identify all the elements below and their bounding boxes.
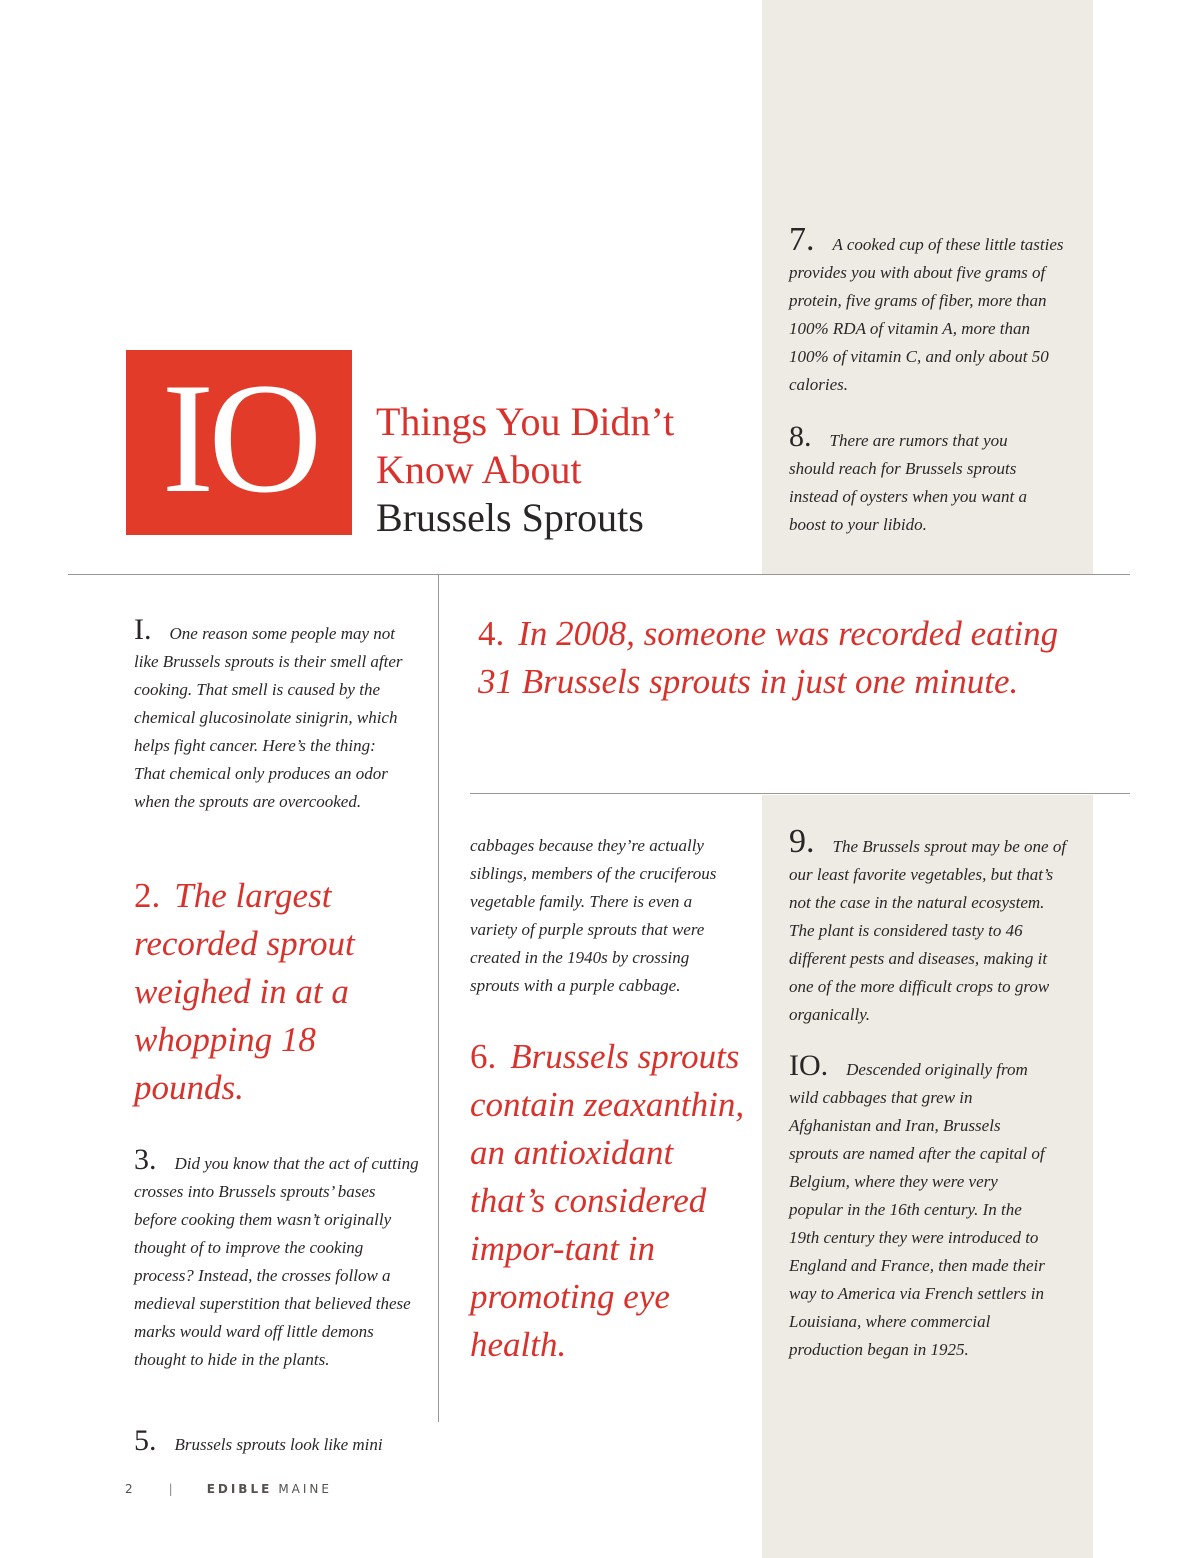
fact-7 — [789, 221, 1069, 399]
fact-10-text: Descended originally from wild cabbages that grew in Afghanistan and Iran, Brussels sprouts are named after the capital of Belgium, where they were very popular in the 16th century. In the 19th century they were introduced to England and France, then made their way to America via French settlers in Louisiana, where commercial production began in 1925. — [789, 1060, 1045, 1359]
fact-9-text: The Brussels sprout may be one of our least favorite vegetables, but that’s not the case in the natural ecosystem. The plant is considered tasty to 46 different pests and diseases, making it one of the more difficult crops to grow organically. — [789, 837, 1067, 1024]
footer-separator: | — [168, 1482, 173, 1496]
logo-box — [126, 350, 352, 535]
fact-7-text: A cooked cup of these little tasties provides you with about five grams of protein, five grams of fiber, more than 100% RDA of vitamin A, more than 100% of vitamin C, and only about 50 calories. — [789, 235, 1064, 394]
fact-10 — [789, 1049, 1054, 1364]
fact-7-number: 7. — [789, 221, 815, 258]
fact-5-continued — [470, 832, 742, 1000]
divider-column — [438, 574, 439, 1422]
page-footer — [125, 1482, 332, 1496]
fact-3-number: 3. — [134, 1143, 157, 1176]
fact-9-number: 9. — [789, 823, 815, 860]
fact-1-text: One reason some people may not like Brussels sprouts is their smell after cooking. That smell is caused by the chemical glucosinolate sinigrin, which helps fight cancer. Here’s the thing: That chemical only produces an odor when the sprouts are overcooked. — [134, 624, 403, 811]
fact-8 — [789, 420, 1054, 539]
footer-brand-light: MAINE — [278, 1482, 332, 1496]
title-line-1: Things You Didn’t — [376, 399, 675, 444]
divider-main — [68, 574, 1130, 575]
title-line-3: Brussels Sprouts — [376, 495, 644, 540]
fact-1 — [134, 613, 404, 816]
fact-3-text: Did you know that the act of cutting crosses into Brussels sprouts’ bases before cooking them wasn’t originally thought of to improve the cooking process? Instead, the crosses follow a medieval superstition that believed these marks would ward off little demons thought to hide in the plants. — [134, 1154, 419, 1369]
fact-5 — [134, 1424, 434, 1459]
fact-5-number: 5. — [134, 1424, 157, 1457]
fact-4-pullquote — [478, 610, 1098, 706]
fact-5-continued-text: cabbages because they’re actually siblings, members of the cruciferous vegetable family. There is even a variety of purple sprouts that were created in the 1940s by crossing sprouts with a purple cabbage. — [470, 836, 717, 995]
fact-4-number: 4. — [478, 614, 505, 653]
page-number: 2 — [125, 1482, 133, 1496]
fact-4-text: In 2008, someone was recorded eating 31 Brussels sprouts in just one minute. — [478, 614, 1059, 701]
fact-3 — [134, 1143, 419, 1374]
title-line-2: Know About — [376, 447, 582, 492]
page-title — [376, 398, 756, 542]
fact-2-pullquote — [134, 872, 424, 1112]
fact-5-text: Brussels sprouts look like mini — [174, 1435, 383, 1454]
fact-8-number: 8. — [789, 420, 812, 453]
logo-text: IO — [161, 351, 317, 526]
fact-2-text: The largest recorded sprout weighed in at a whopping 18 pounds. — [134, 876, 355, 1107]
fact-6-text: Brussels sprouts contain zeaxanthin, an antioxidant that’s considered impor-tant in promoting eye health. — [470, 1037, 745, 1364]
fact-10-number: IO. — [789, 1049, 829, 1082]
fact-6-pullquote — [470, 1033, 755, 1369]
divider-pullquote — [470, 793, 1130, 794]
fact-1-number: I. — [134, 613, 152, 646]
fact-2-number: 2. — [134, 876, 161, 915]
fact-9 — [789, 823, 1074, 1029]
fact-8-text: There are rumors that you should reach for Brussels sprouts instead of oysters when you want a boost to your libido. — [789, 431, 1027, 534]
fact-6-number: 6. — [470, 1037, 497, 1076]
footer-brand-bold: EDIBLE — [206, 1482, 273, 1496]
